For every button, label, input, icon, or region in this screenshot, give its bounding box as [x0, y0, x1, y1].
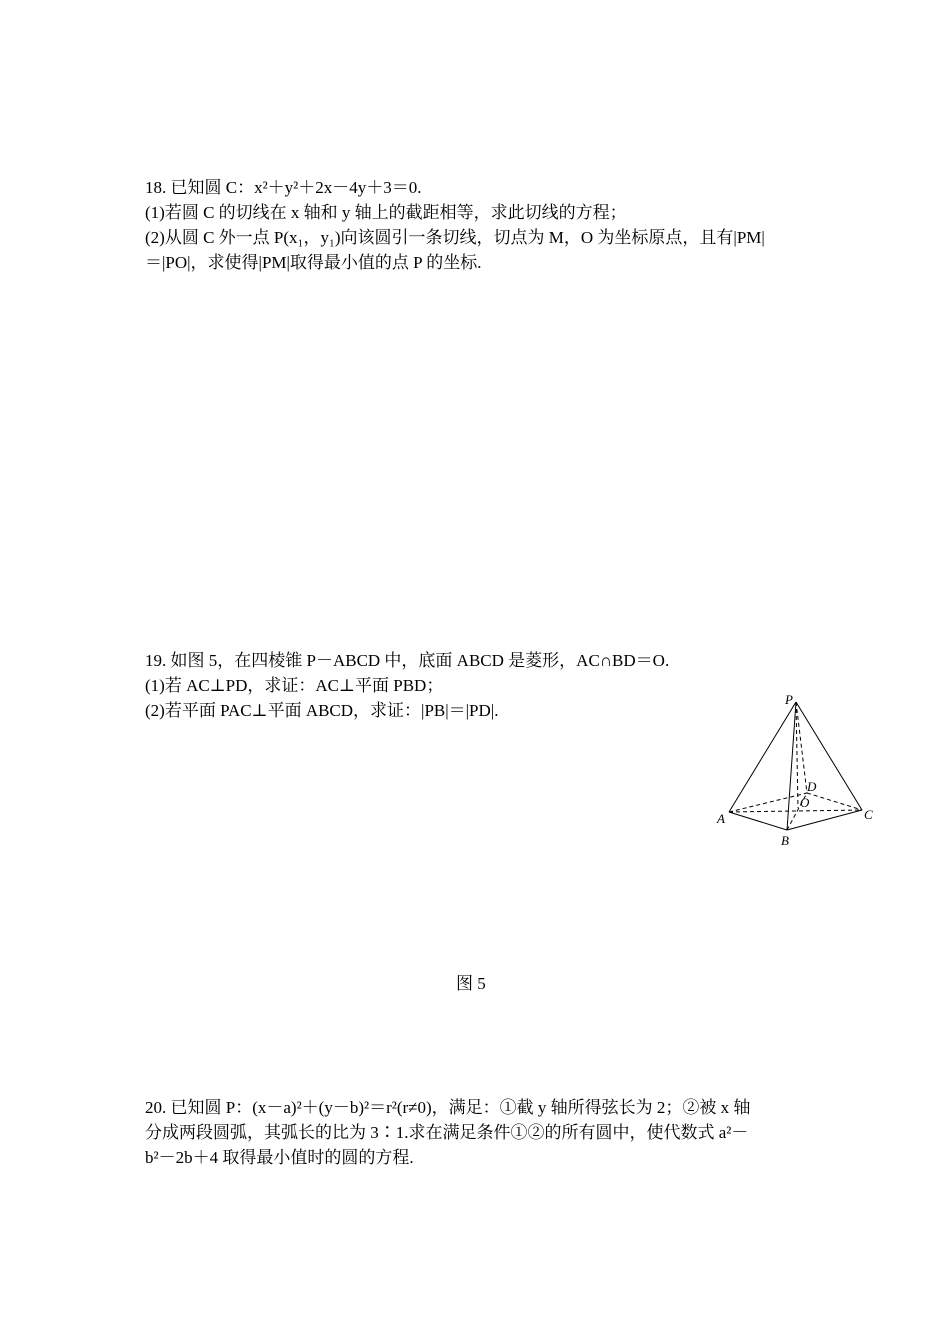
label-P: P: [785, 692, 793, 707]
label-B: B: [781, 833, 789, 848]
label-A: A: [717, 811, 725, 826]
edge-AD: [729, 793, 807, 812]
edge-BC: [787, 810, 862, 830]
diagonal-AC: [729, 810, 862, 812]
label-C: C: [864, 807, 873, 822]
problem-19-line-1: 19. 如图 5，在四棱锥 P－ABCD 中，底面 ABCD 是菱形，AC∩BD＝O.: [145, 651, 670, 670]
problem-18-line-1: 18. 已知圆 C：x²＋y²＋2x－4y＋3＝0.: [145, 178, 422, 197]
label-D: D: [807, 779, 817, 794]
label-O: O: [800, 795, 810, 810]
pyramid-figure: [712, 690, 892, 850]
problem-20-line-2: 分成两段圆弧，其弧长的比为 3∶1.求在满足条件①②的所有圆中，使代数式 a²－: [145, 1123, 749, 1142]
edge-PC: [796, 702, 862, 810]
problem-20-line-3: b²－2b＋4 取得最小值时的圆的方程.: [145, 1148, 414, 1167]
edge-AB: [729, 812, 787, 830]
figure-caption: 图 5: [456, 974, 486, 993]
problem-18-line-4: ＝|PO|，求使得|PM|取得最小值的点 P 的坐标.: [145, 253, 482, 272]
problem-18-line-2: (1)若圆 C 的切线在 x 轴和 y 轴上的截距相等，求此切线的方程；: [145, 203, 627, 222]
problem-19-line-3: (2)若平面 PAC⊥平面 ABCD，求证：|PB|＝|PD|.: [145, 701, 499, 720]
problem-18-line-3: (2)从圆 C 外一点 P(x₁，y₁)向该圆引一条切线，切点为 M，O 为坐标原点，且有|PM|: [145, 228, 765, 247]
problem-19-line-2: (1)若 AC⊥PD，求证：AC⊥平面 PBD；: [145, 676, 444, 695]
edge-PA: [729, 702, 796, 812]
problem-20-line-1: 20. 已知圆 P：(x－a)²＋(y－b)²＝r²(r≠0)，满足：①截 y 轴所得弦长为 2；②被 x 轴: [145, 1098, 751, 1117]
